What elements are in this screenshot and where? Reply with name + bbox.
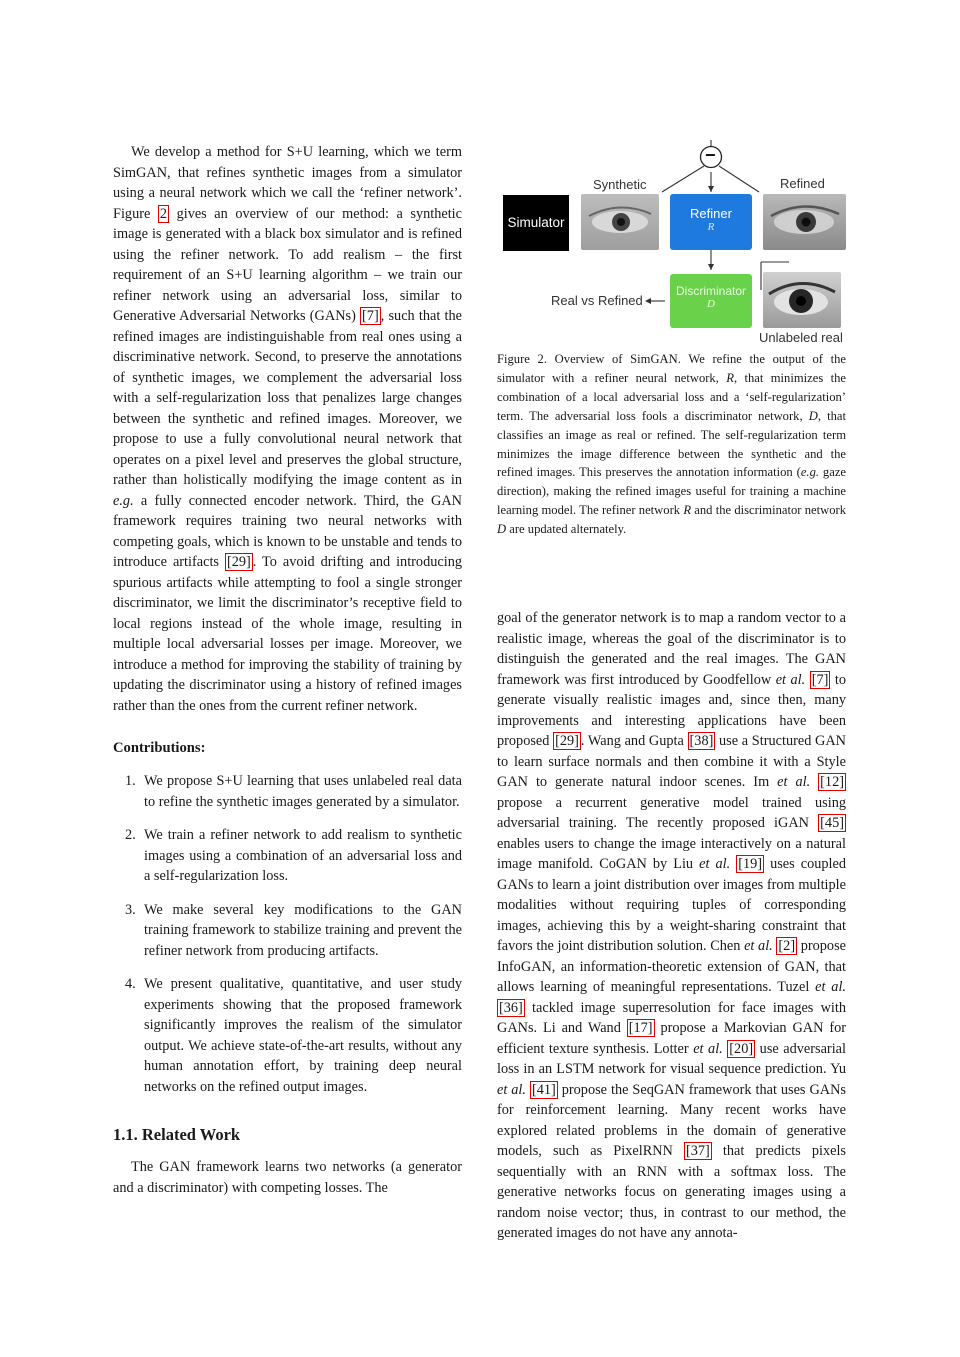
citation-link[interactable]: [7] [362,308,379,324]
unlabeled-real-label: Unlabeled real [759,330,843,345]
list-item: 3. We make several key modifications to the GAN training framework to stabilize training and prevent the refiner network from producing artifacts. [125,901,462,959]
contributions-list [113,771,462,1097]
citation-link[interactable]: [29] [226,554,251,570]
simulator-box: Simulator [503,195,569,251]
citation-link[interactable]: [2] [778,938,796,954]
citation-link[interactable]: [45] [820,815,844,831]
list-item: 1. We propose S+U learning that uses unlabeled real data to refine the synthetic images generated by a simulator. [125,773,462,810]
related-work-paragraph: The GAN framework learns two networks (a generator and a discriminator) with competing losses. The [113,1159,462,1196]
citation-link[interactable]: [7] [811,671,829,688]
real-vs-refined-label: Real vs Refined [551,293,643,308]
intro-paragraph: We develop a method for S+U learning, which we term SimGAN, that refines synthetic images from a simulator using a neural network which we call the ‘refiner network’. Figure 2 gives an overview of our method: a synthetic image is generated with a black box simulator and is refined using the refiner network. To add realism – the first requirement of an S+U learning algorithm – we train our refiner network using an adversarial loss, similar to Generative Adversarial Networks (GANs) [7] , such that the refined images are indistinguishable from real ones using a discriminative network. Second, to preserve the annotations of synthetic images, we complement the adversarial loss with a self-regularization loss that penalizes large changes between the synthetic and refined images. Moreover, we propose to use a fully convolutional neural network that operates on a pixel level and preserves the global structure, rather than holistically modifying the image content as in e.g. a fully connected encoder network. Third, the GAN framework requires training two neural networks with competing goals, which is known to be unstable and tends to introduce artifacts [29] . To avoid drifting and introducing spurious artifacts while attempting to fool a single stronger discriminator, we limit the discriminator’s receptive field to local regions instead of the whole image, resulting in multiple local adversarial losses per image. Moreover, we introduce a method for improving the stability of training by updating the discriminator using a history of refined images rather than the ones from the current refiner network. [113,144,462,714]
citation-link[interactable]: [29] [555,733,579,749]
discriminator-box: Discriminator D [670,274,752,328]
citation-link[interactable]: [20] [729,1040,754,1057]
contributions-heading: Contributions: [113,740,206,756]
citation-link[interactable]: [12] [820,774,844,790]
refined-label: Refined [780,176,825,191]
citation-link[interactable]: [37] [686,1143,710,1159]
citation-link[interactable]: [19] [738,856,763,872]
simgan-overview-figure [497,140,849,350]
citation-link[interactable]: [36] [499,999,523,1016]
synthetic-eye-image [581,194,659,250]
figure-reference-link[interactable]: 2 [159,205,168,222]
refiner-box: Refiner R [670,194,752,250]
list-item: 2. We train a refiner network to add realism to synthetic images using a combination of an adversarial loss and a self-regularization loss. [125,827,462,884]
right-column [497,608,846,1244]
eye-icon [763,272,841,328]
refined-eye-image [763,194,846,250]
section-heading: 1.1. Related Work [113,1125,241,1144]
eye-icon [581,194,659,250]
citation-link[interactable]: [38] [689,733,714,749]
eye-icon [763,194,846,250]
related-work-continuation: goal of the generator network is to map a random vector to a realistic image, whereas the goal of the discriminator is to distinguish the generated and the real images. The GAN framework was first introduced by Goodfellow et al. [7] to generate visually realistic images and, since then, many improvements and interesting applications have been proposed [29] . Wang and Gupta [38] use a Structured GAN to learn surface normals and then combine it with a Style GAN to generate natural indoor scenes. Im et al. [12] propose a recurrent generative model trained using adversarial training. The recently proposed iGAN [45] enables users to change the image interactively on a natural image manifold. CoGAN by Liu et al. [19] uses coupled GANs to learn a joint distribution over images from multiple modalities without requiring tuples of corresponding images, achieving this by a weight-sharing constraint that favors the joint distribution solution. Chen et al. [2] propose InfoGAN, an information-theoretic extension of GAN, that allows learning of meaningful representations. Tuzel et al. [36] tackled image superresolution for face images with GANs. Li and Wand [17] propose a Markovian GAN for efficient texture synthesis. Lotter et al. [20] use adversarial loss in an LSTM network for visual sequence prediction. Yu et al. [41] propose the SeqGAN framework that uses GANs for reinforcement learning. Many recent works have explored related problems in the domain of generative models, such as PixelRNN [37] that predicts pixels sequentially with an RNN with a softmax loss. The generative networks focus on generating images using a random noise vector; thus, in contrast to our method, the generated images do not have any annota- [497,610,847,1241]
citation-link[interactable]: [41] [531,1081,556,1098]
unlabeled-real-eye-image [763,272,841,328]
citation-link[interactable]: [17] [628,1020,653,1036]
figure-caption: Figure 2. Overview of SimGAN. We refine the output of the simulator with a refiner neural network, R, that minimizes the combination of a local adversarial loss and a ‘self-regularization’ term. The adversarial loss fools a discriminator network, D, that classifies an image as real or refined. The self-regularization term minimizes the image difference between the synthetic and the refined images. This preserves the annotation information (e.g. gaze direction), making the refined images useful for training a machine learning model. The refiner network R and the discriminator network D are updated alternately. [497,352,846,537]
left-column [113,142,462,1198]
list-item: 4. We present qualitative, quantitative, and user study experiments showing that the proposed framework significantly improves the realism of the simulator output. We achieve state-of-the-art results, without any human annotation effort, by training deep neural networks on the refined output images. [125,976,462,1095]
synthetic-label: Synthetic [593,177,647,192]
minus-symbol: − [705,145,716,165]
